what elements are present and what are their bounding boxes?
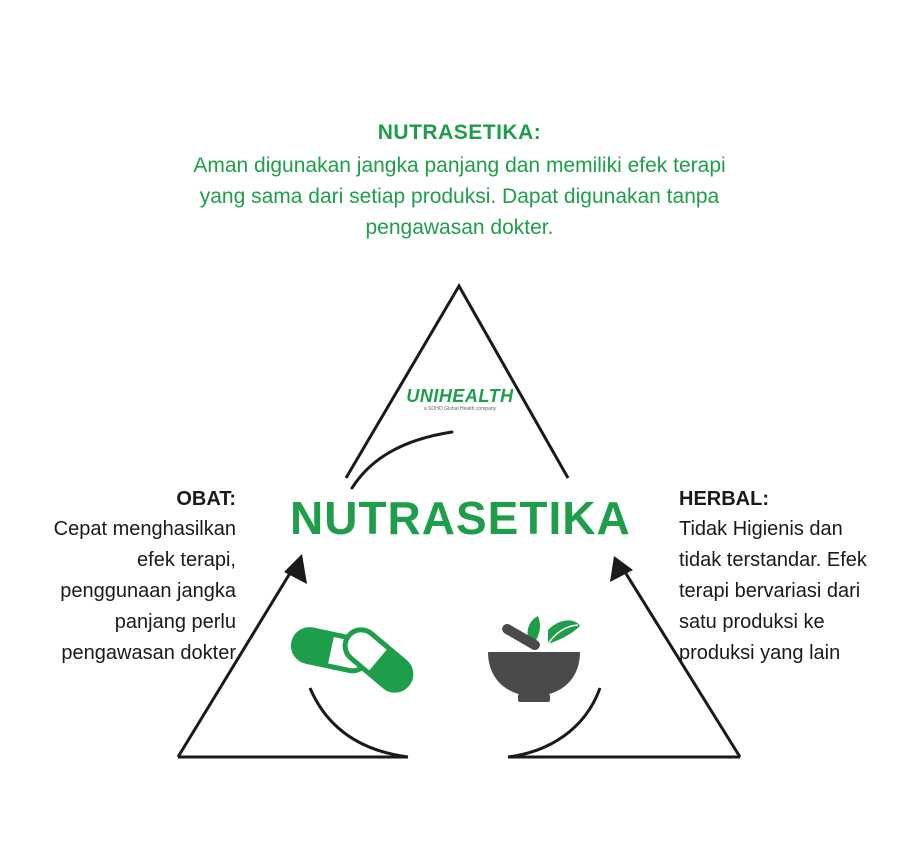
left-curve [310,688,408,757]
obat-body [10,514,236,669]
nutrasetika-line: yang sama dari setiap produksi. Dapat digunakan tanpa [199,185,720,208]
herbal-line: terapi bervariasi dari [679,580,861,602]
unihealth-tagline: a SOHO Global Health company [423,406,497,412]
herbal-body [679,514,909,669]
obat-description [10,484,236,669]
nutrasetika-line: pengawasan dokter. [365,216,554,239]
obat-line: pengawasan dokter [61,642,236,664]
herbal-line: produksi yang lain [679,642,841,664]
herbal-line: satu produksi ke [679,611,825,633]
capsules-icon [290,623,417,696]
herbal-line: tidak terstandar. Efek [679,549,867,571]
nutrasetika-heading: NUTRASETIKA: [377,121,542,144]
herbal-description [679,484,909,669]
obat-line: panjang perlu [114,611,236,633]
obat-line: efek terapi, [137,549,236,571]
obat-line: penggunaan jangka [60,580,236,602]
triangle-apex-line [346,286,568,478]
herbal-heading: HERBAL: [679,488,769,510]
mortar-pestle-leaf-icon [488,616,580,702]
nutrasetika-line: Aman digunakan jangka panjang dan memiliki efek terapi [193,154,726,177]
obat-line: Cepat menghasilkan [53,518,236,540]
obat-heading: OBAT: [176,488,236,510]
herbal-line: Tidak Higienis dan [679,518,843,540]
center-title: NUTRASETIKA [290,492,631,544]
unihealth-logo: UNIHEALTH [406,386,514,406]
